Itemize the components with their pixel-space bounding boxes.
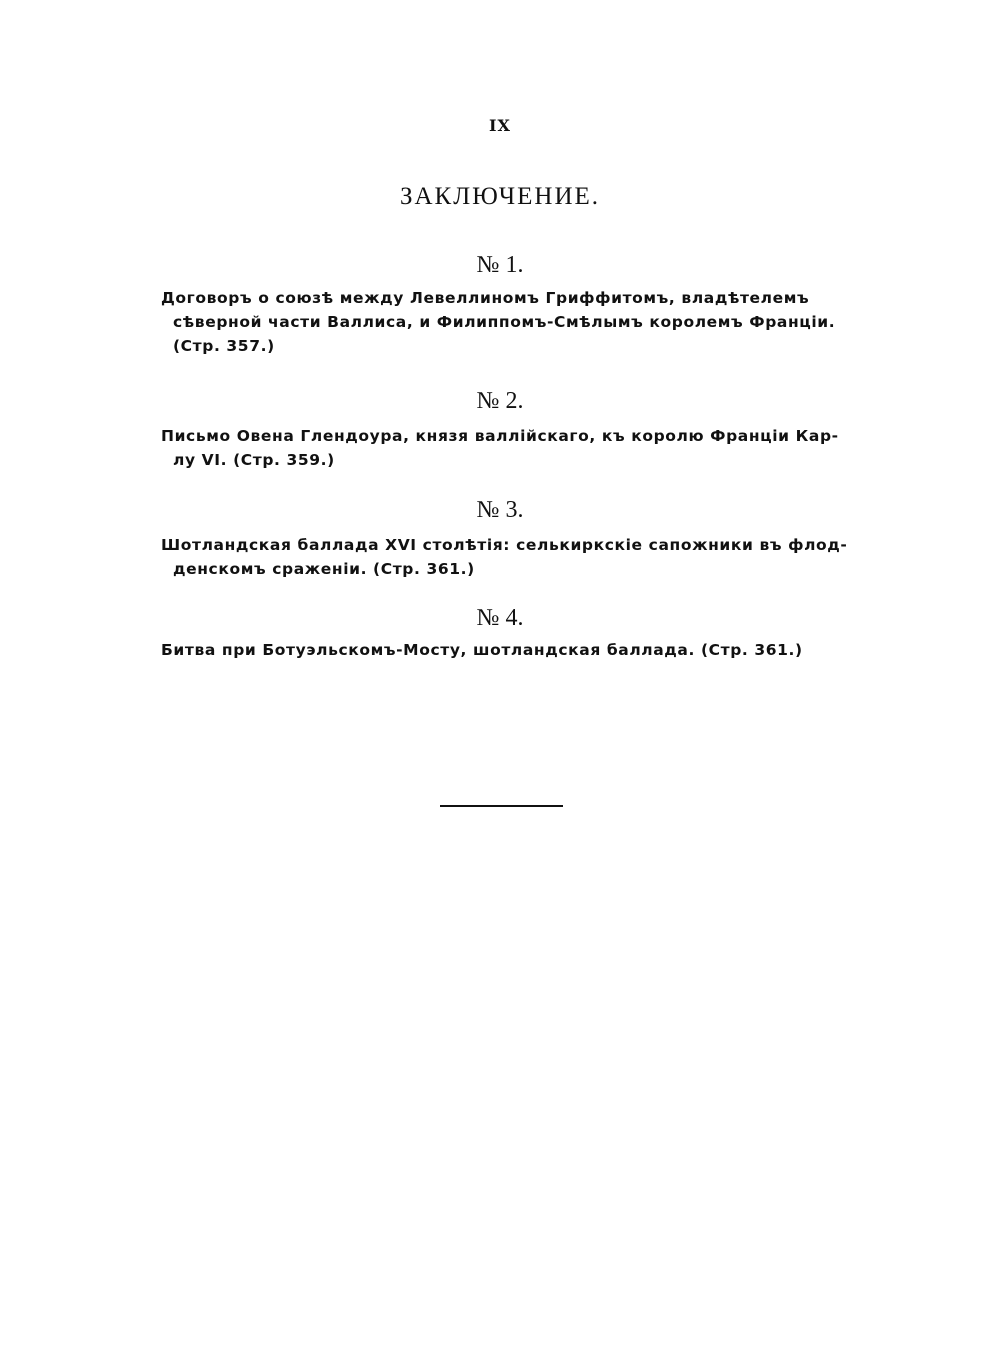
entry-4-line-1: Битва при Ботуэльскомъ-Мосту, шотландская баллада. (Стр. 361.): [161, 641, 803, 659]
closing-rule: [440, 805, 563, 807]
entry-4-text: [161, 638, 849, 662]
entry-1-line-2: сѣверной части Валлиса, и Филиппомъ-Смѣлымъ королемъ Франціи.: [173, 313, 836, 331]
entry-3-line-1: Шотландская баллада XVI столѣтія: селькиркскіе сапожники въ флод-: [161, 536, 848, 554]
entry-1-line-1: Договоръ о союзѣ между Левеллиномъ Гриффитомъ, владѣтелемъ: [161, 289, 810, 307]
entry-2-line-2: лу VI. (Стр. 359.): [173, 451, 335, 469]
entry-3-text: [161, 533, 849, 581]
section-title: ЗАКЛЮЧЕНИЕ.: [399, 183, 601, 210]
entry-2-number: № 2.: [476, 388, 524, 414]
entry-1-text: [161, 286, 849, 358]
entry-3-line-2: денскомъ сраженіи. (Стр. 361.): [173, 560, 475, 578]
entry-3-number: № 3.: [476, 497, 524, 523]
entry-1-number: № 1.: [476, 252, 524, 278]
entry-2-line-1: Письмо Овена Глендоура, князя валлійскаго, къ королю Франціи Кар-: [161, 427, 839, 445]
entry-2-text: [161, 424, 849, 472]
entry-4-number: № 4.: [476, 605, 524, 631]
page-number: IX: [489, 116, 511, 135]
entry-1-line-3: (Стр. 357.): [173, 337, 275, 355]
